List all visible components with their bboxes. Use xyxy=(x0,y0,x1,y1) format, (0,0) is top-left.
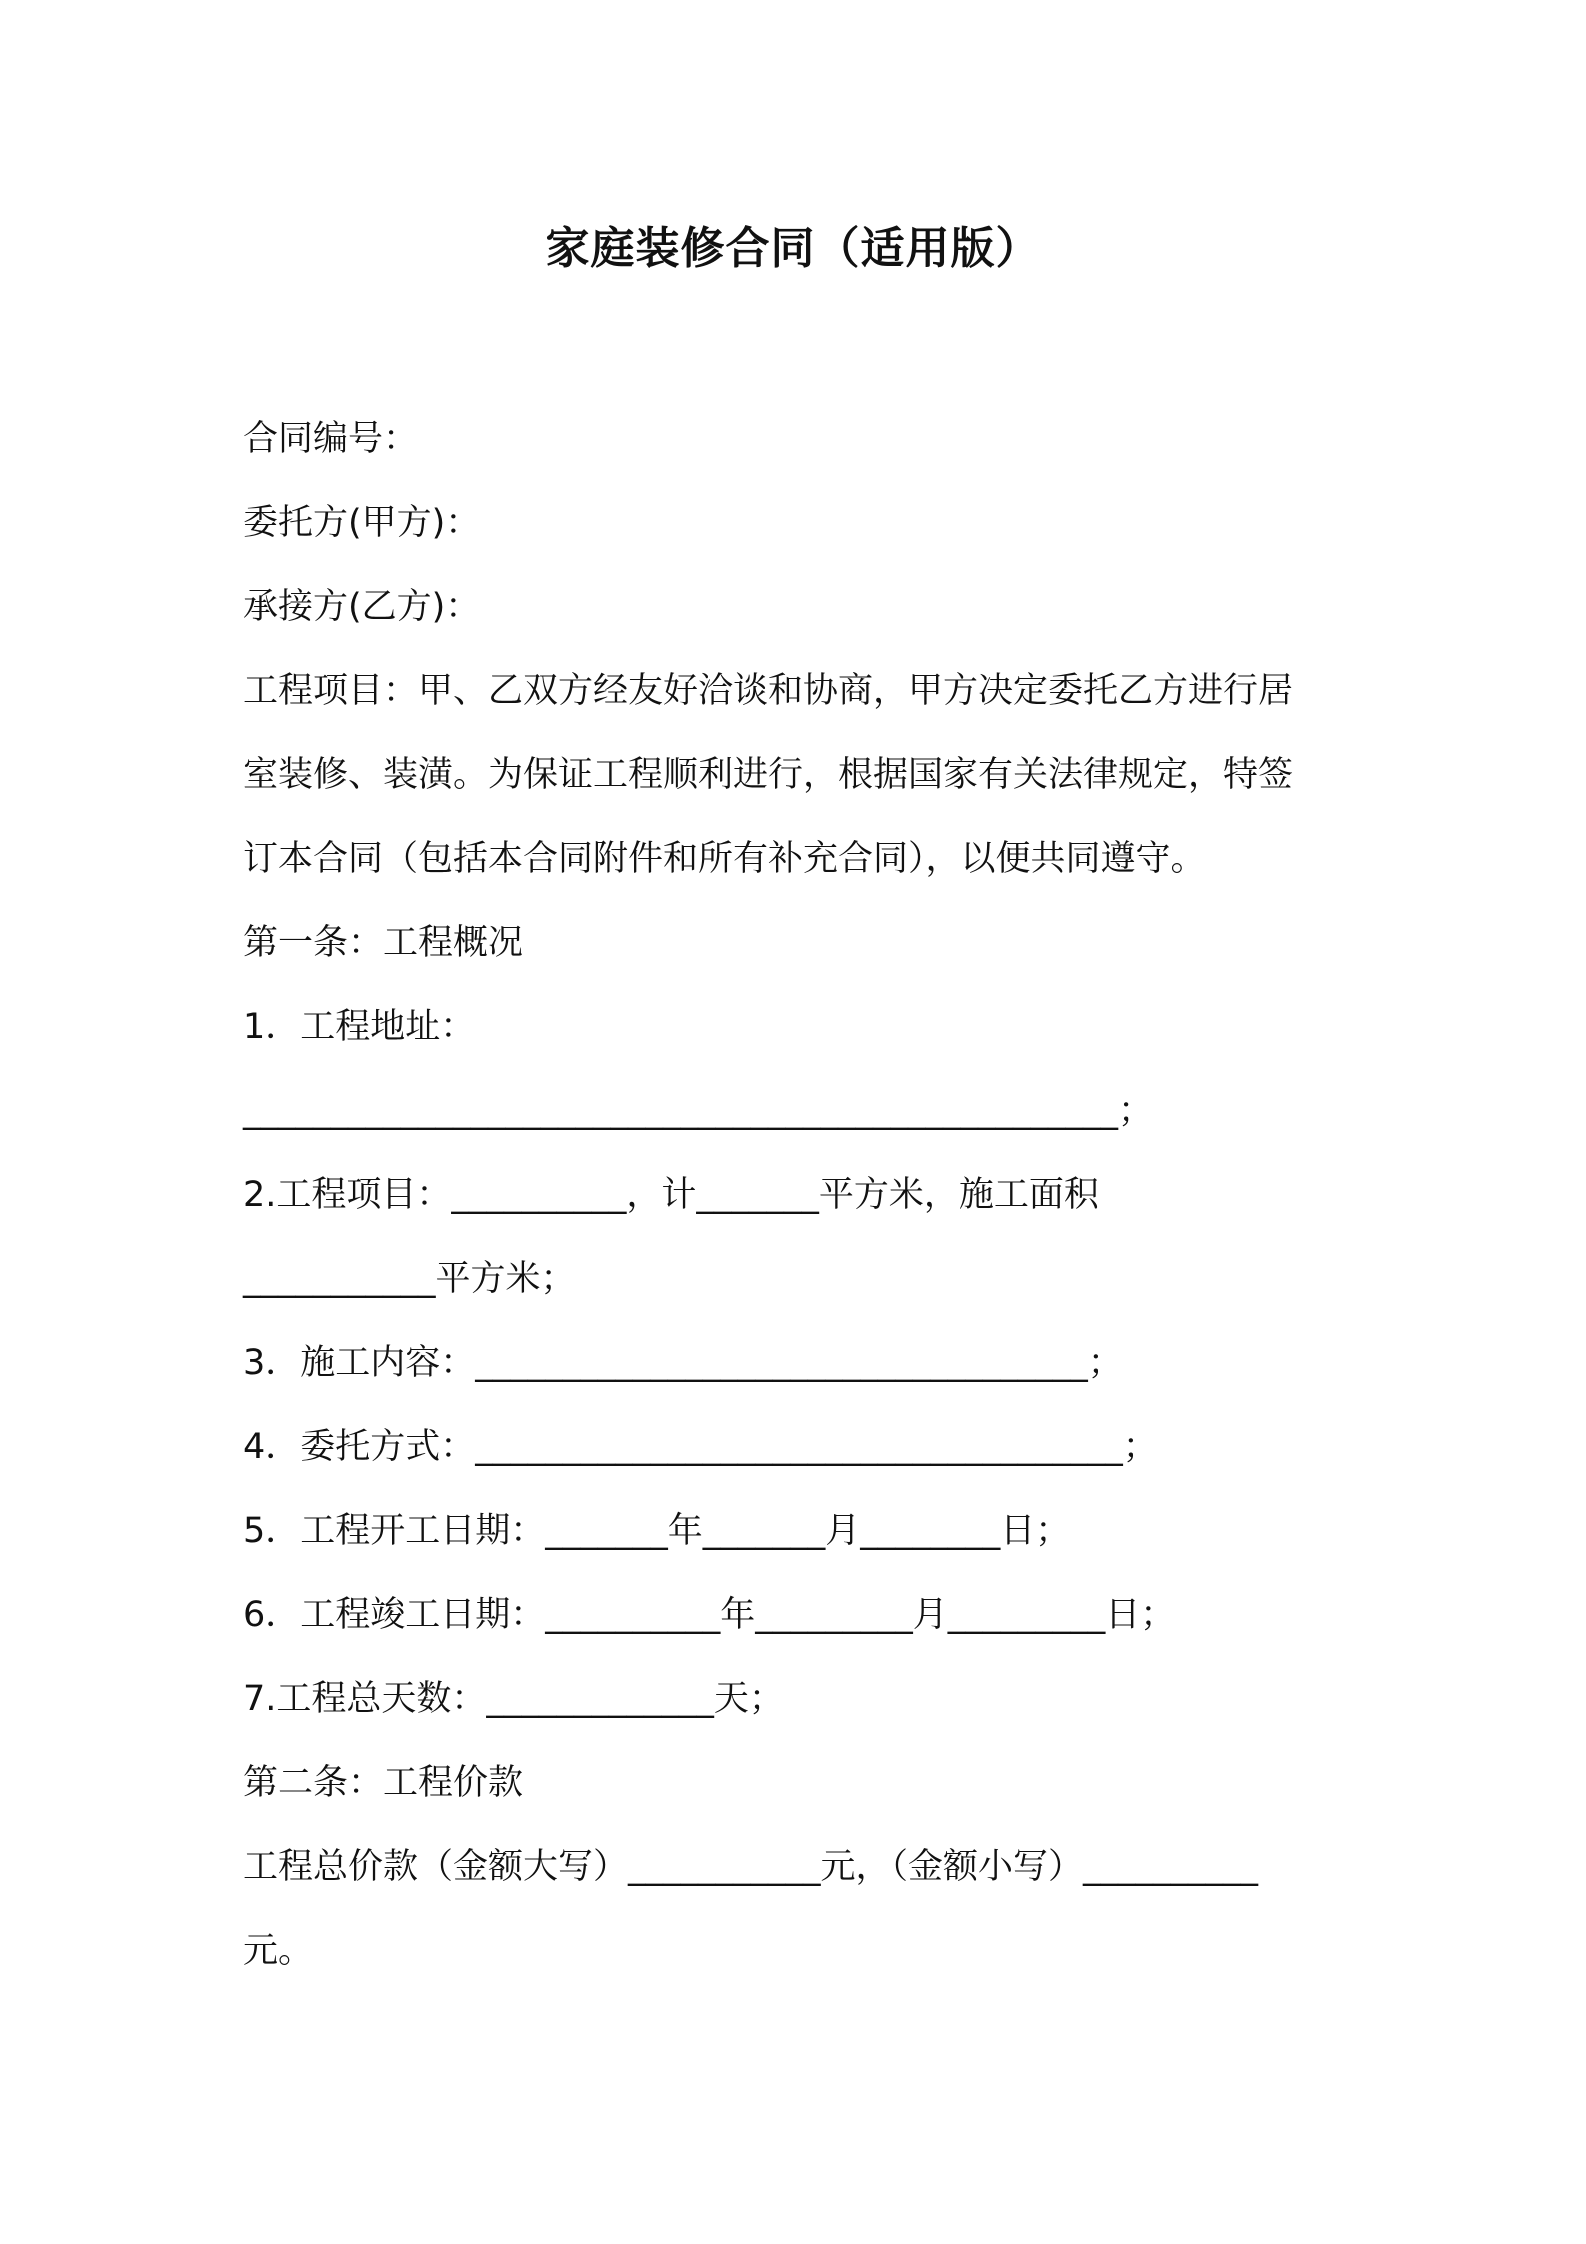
start-date-line: 5．工程开工日期：_______年_______月________日； xyxy=(243,1511,1071,1551)
article-2-heading: 第二条：工程价款 xyxy=(243,1763,524,1803)
contract-number-label: 合同编号： xyxy=(243,419,419,459)
party-b-label: 承接方(乙方)： xyxy=(243,587,481,627)
party-a-label: 委托方(甲方)： xyxy=(243,503,481,543)
project-paragraph-line-1: 工程项目：甲、乙双方经友好洽谈和协商，甲方决定委托乙方进行居 xyxy=(243,671,1294,711)
total-price-unit-line: 元。 xyxy=(243,1931,314,1971)
project-address-label: 1．工程地址： xyxy=(243,1007,476,1047)
project-address-blank: __________________________________________________； xyxy=(243,1091,1154,1131)
construction-area-line: ___________平方米； xyxy=(243,1259,576,1299)
project-paragraph-line-2: 室装修、装潢。为保证工程顺利进行，根据国家有关法律规定，特签 xyxy=(243,755,1294,795)
project-paragraph-line-3: 订本合同（包括本合同附件和所有补充合同），以便共同遵守。 xyxy=(243,839,1206,879)
construction-content-line: 3．施工内容：___________________________________； xyxy=(243,1343,1123,1383)
completion-date-line: 6．工程竣工日期：__________年_________月_________日； xyxy=(243,1595,1176,1635)
project-item-line: 2.工程项目：__________，计_______平方米，施工面积 xyxy=(243,1175,1099,1215)
document-title: 家庭装修合同（适用版） xyxy=(545,223,1041,274)
commission-method-line: 4．委托方式：_____________________________________； xyxy=(243,1427,1158,1467)
total-days-line: 7.工程总天数：_____________天； xyxy=(243,1679,784,1719)
article-1-heading: 第一条：工程概况 xyxy=(243,923,524,963)
total-price-line: 工程总价款（金额大写）___________元，（金额小写）__________ xyxy=(243,1847,1259,1887)
